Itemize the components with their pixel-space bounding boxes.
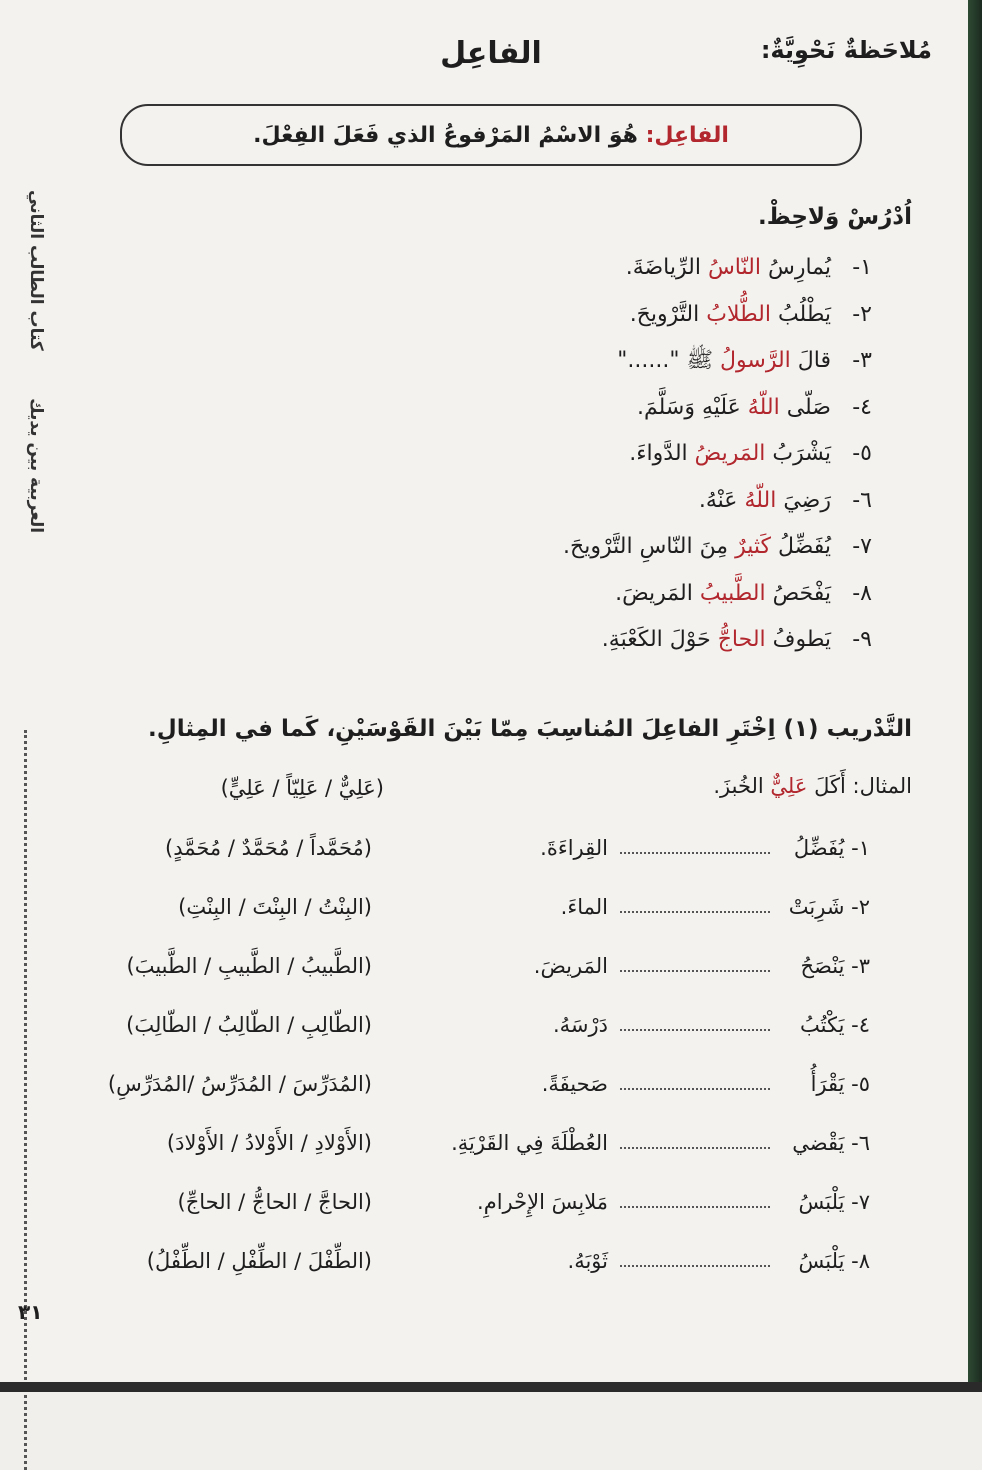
exercise-item: ٢- شَرِبَتْ الماءَ. (البِنْتُ / البِنْتَ / البِنْتِ) <box>178 895 870 919</box>
answer-blank[interactable] <box>620 852 770 854</box>
answer-blank[interactable] <box>620 1147 770 1149</box>
study-item: ٩- يَطوفُ الحاجُّ حَوْلَ الكَعْبَةِ. <box>601 627 872 652</box>
example-sentence: المثال: أَكَلَ عَلِيٌّ الخُبزَ. <box>713 774 912 798</box>
book-part: كتاب الطالب الثاني <box>26 190 46 351</box>
page-number: ٣١ <box>18 1300 43 1324</box>
answer-options: (الطَّبيبُ / الطَّبيبِ / الطَّبيبَ) <box>126 954 372 978</box>
answer-options: (مُحَمَّداً / مُحَمَّدٌ / مُحَمَّدٍ) <box>165 836 372 860</box>
book-cover-edge <box>968 0 982 1392</box>
study-list <box>563 248 872 667</box>
definition-text: هُوَ الاسْمُ المَرْفوعُ الذي فَعَلَ الفِعْلَ. <box>253 122 638 148</box>
answer-options: (الأَوْلادِ / الأَوْلادُ / الأَوْلادَ) <box>166 1131 372 1155</box>
fa3il-word: الطَّبيبُ <box>699 580 766 606</box>
book-title: العربية بين يديك <box>26 398 46 534</box>
answer-blank[interactable] <box>620 1265 770 1267</box>
study-item: ٧- يُفَضِّلُ كَثيرٌ مِنَ النّاسِ التَّرْويحَ. <box>563 534 872 559</box>
exercise-item: ٥- يَقْرَأُ صَحيفَةً. (المُدَرِّسَ / المُدَرِّسُ /المُدَرِّسِ) <box>107 1072 870 1096</box>
side-margin <box>6 190 46 1320</box>
answer-blank[interactable] <box>620 1088 770 1090</box>
definition-term: الفاعِل: <box>645 122 729 148</box>
fa3il-word: الرَّسولُ <box>720 348 791 373</box>
exercise-item: ٤- يَكْتُبُ دَرْسَهُ. (الطّالِبِ / الطّالِبُ / الطّالِبَ) <box>126 1013 870 1037</box>
fa3il-word: اللّهُ <box>747 394 780 420</box>
definition-box <box>120 104 862 166</box>
study-item: ٣- قالَ الرَّسولُ ﷺ "......" <box>617 348 872 373</box>
bottom-shadow <box>0 1382 982 1392</box>
study-item: ٢- يَطْلُبُ الطُّلابُ التَّرْويحَ. <box>629 301 872 327</box>
answer-options: (الطِّفْلَ / الطِّفْلِ / الطِّفْلُ) <box>146 1249 372 1273</box>
study-item: ٨- يَفْحَصُ الطَّبيبُ المَريضَ. <box>615 580 872 606</box>
answer-options: (المُدَرِّسَ / المُدَرِّسُ /المُدَرِّسِ) <box>107 1072 372 1096</box>
fa3il-word: الطُّلابُ <box>706 301 771 327</box>
fa3il-word: الحاجُّ <box>717 627 766 652</box>
example-fa3il: عَلِيٌّ <box>770 774 808 798</box>
study-item: ٤- صَلّى اللّهُ عَلَيْهِ وَسَلَّمَ. <box>636 394 872 420</box>
exercise-item: ٣- يَنْصَحُ المَريضَ. (الطَّبيبُ / الطَّبيبِ / الطَّبيبَ) <box>126 954 870 978</box>
book-label <box>6 190 46 533</box>
exercise-item: ١- يُفَضِّلُ القِراءَةَ. (مُحَمَّداً / مُحَمَّدٌ / مُحَمَّدٍ) <box>165 836 870 860</box>
study-item: ١- يُمارِسُ النّاسُ الرِّياضَةَ. <box>625 255 872 280</box>
example-options: (عَلِيٌّ / عَلِيّاً / عَلِيٍّ) <box>220 776 384 800</box>
exercise-item: ٨- يَلْبَسُ ثَوْبَهُ. (الطِّفْلَ / الطِّفْلِ / الطِّفْلُ) <box>146 1249 870 1273</box>
answer-blank[interactable] <box>620 911 770 913</box>
exercise-item: ٧- يَلْبَسُ مَلابِسَ الإِحْرامِ. (الحاجَّ / الحاجُّ / الحاجِّ) <box>177 1190 870 1214</box>
answer-options: (الحاجَّ / الحاجُّ / الحاجِّ) <box>177 1190 372 1214</box>
exercise-item: ٦- يَقْضي العُطْلَةَ فِي القَرْيَةِ. (الأَوْلادِ / الأَوْلادُ / الأَوْلادَ) <box>166 1131 870 1155</box>
study-heading: اُدْرُسْ وَلاحِظْ. <box>757 204 912 230</box>
exercise-list <box>90 830 870 1302</box>
page-title: الفاعِل <box>440 36 542 71</box>
study-item: ٥- يَشْرَبُ المَريضُ الدَّواءَ. <box>629 441 872 466</box>
answer-options: (الطّالِبِ / الطّالِبُ / الطّالِبَ) <box>126 1013 372 1037</box>
fa3il-word: كَثيرٌ <box>735 534 771 559</box>
study-item: ٦- رَضِيَ اللّهُ عَنْهُ. <box>698 487 872 513</box>
fa3il-word: النّاسُ <box>707 255 761 280</box>
exercise-heading: التَّدْريب (١) اِخْتَرِ الفاعِلَ المُناسِبَ مِمّا بَيْنَ القَوْسَيْنِ، كَما في المِثالِ. <box>148 716 912 742</box>
answer-blank[interactable] <box>620 1029 770 1031</box>
fa3il-word: المَريضُ <box>694 441 766 466</box>
margin-dotted-line <box>24 730 27 1470</box>
fa3il-word: اللّهُ <box>744 487 777 513</box>
section-label: مُلاحَظةٌ نَحْوِيَّةٌ: <box>760 36 932 64</box>
answer-blank[interactable] <box>620 970 770 972</box>
answer-options: (البِنْتُ / البِنْتَ / البِنْتِ) <box>178 895 372 919</box>
answer-blank[interactable] <box>620 1206 770 1208</box>
